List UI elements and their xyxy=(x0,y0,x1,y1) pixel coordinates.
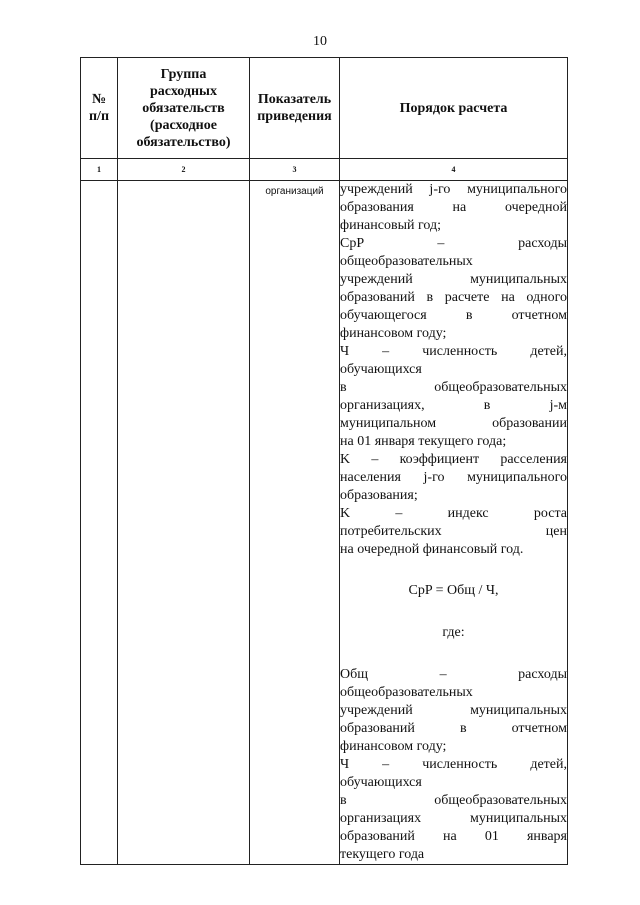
where-label: где: xyxy=(442,625,465,640)
header-indicator: Показатель приведения xyxy=(250,58,340,159)
text-line: обучающихся xyxy=(340,362,422,377)
text-line: Ч – численность детей, xyxy=(340,757,567,772)
text-line: Ч – численность детей, xyxy=(340,344,567,359)
text-line: на 01 января текущего года; xyxy=(340,434,507,449)
text-line: в общеобразовательных xyxy=(340,380,567,395)
text-line: текущего года xyxy=(340,847,425,862)
calculation-table xyxy=(80,57,568,865)
column-number: 4 xyxy=(340,159,568,181)
text-line: финансовом году; xyxy=(340,326,447,341)
text-line: обучающегося в отчетном xyxy=(340,308,567,323)
text-line: муниципальном образовании xyxy=(340,416,567,431)
text-line: общеобразовательных xyxy=(340,685,473,700)
text-line: финансовом году; xyxy=(340,739,447,754)
text-line: образований на 01 января xyxy=(340,829,567,844)
text-line: образований в отчетном xyxy=(340,721,567,736)
text-line: K – коэффициент расселения xyxy=(340,452,567,467)
column-number: 1 xyxy=(81,159,118,181)
text-line: СрP – расходы xyxy=(340,236,567,251)
column-number: 3 xyxy=(250,159,340,181)
header-calculation-order: Порядок расчета xyxy=(340,58,568,159)
text-line: учреждений муниципальных xyxy=(340,272,567,287)
text-line: в общеобразовательных xyxy=(340,793,567,808)
text-line: образования на очередной xyxy=(340,200,567,215)
text-line: учреждений j-го муниципального xyxy=(340,182,567,197)
indicator-text: организаций xyxy=(265,186,324,197)
formula: СрP = Общ / Ч, xyxy=(408,583,499,598)
text-line: K – индекс роста xyxy=(340,506,567,521)
text-line: общеобразовательных xyxy=(340,254,473,269)
header-number: № п/п xyxy=(81,58,118,159)
text-line: на очередной финансовый год. xyxy=(340,542,524,557)
column-number: 2 xyxy=(118,159,250,181)
header-obligation-group: Группа расходных обязательств (расходное обязательство) xyxy=(118,58,250,159)
text-line: учреждений муниципальных xyxy=(340,703,567,718)
text-line: образования; xyxy=(340,488,418,503)
row-number-cell xyxy=(81,181,118,865)
calculation-text-block xyxy=(340,181,567,559)
calculation-cell xyxy=(340,181,568,865)
text-line: обучающихся xyxy=(340,775,422,790)
text-line: финансовый год; xyxy=(340,218,441,233)
text-line: организациях, в j-м xyxy=(340,398,567,413)
definitions-text-block xyxy=(340,666,567,864)
table-header-row xyxy=(81,58,568,159)
text-line: потребительских цен xyxy=(340,524,567,539)
table-row xyxy=(81,181,568,865)
text-line: Общ – расходы xyxy=(340,667,567,682)
indicator-cell xyxy=(250,181,340,865)
obligation-group-cell xyxy=(118,181,250,865)
text-line: населения j-го муниципального xyxy=(340,470,567,485)
text-line: организациях муниципальных xyxy=(340,811,567,826)
text-line: образований в расчете на одного xyxy=(340,290,567,305)
column-number-row xyxy=(81,159,568,181)
page-number: 10 xyxy=(313,34,327,49)
